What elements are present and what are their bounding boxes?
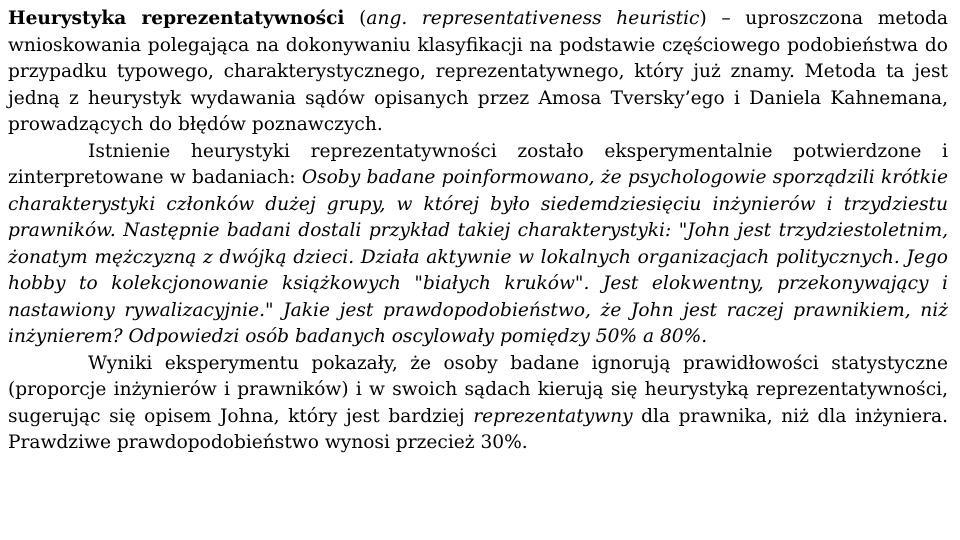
definition-text: ) – uproszczona metoda wnioskowania polegająca na dokonywaniu klasyfikacji na podstawie częściowego podobieństwa do przypadku typowego, charakterystycznego, reprezentatywnego, który już znamy. Metoda ta jest jedną z heurystyk wydawania sądów opisanych przez Amosa Tversky’ego i Daniela Kahnemana, prowadzących do błędów poznawczych. — [8, 8, 948, 135]
document-body — [8, 6, 948, 457]
paren-open: ( — [344, 8, 367, 29]
paragraph-definition — [8, 6, 948, 139]
paragraph-results — [8, 351, 948, 457]
experiment-intro: Istnienie heurystyki reprezentatywności zostało eksperymentalnie potwierdzone i zinterpretowane w badaniach: — [8, 140, 948, 188]
term-heading: Heurystyka reprezentatywności — [8, 8, 345, 29]
experiment-description: Osoby badane poinformowano, że psychologowie sporządzili krótkie charakterystyki członków dużej grupy, w której było siedemdziesięciu inżynierów i trzydziestu prawników. Następnie badani dostali przykład takiej charakterystyki: "John jest trzydziestoletnim, żonatym mężczyzną z dwójką dzieci. Działa aktywnie w lokalnych organizacjach politycznych. Jego hobby to kolekcjonowanie książkowych "białych kruków". Jest elokwentny, przekonywający i nastawiony rywalizacyjnie." Jakie jest prawdopodobieństwo, że John jest raczej prawnikiem, niż inżynierem? Odpowiedzi osób badanych oscylowały pomiędzy 50% a 80%. — [8, 167, 948, 347]
results-text-after: dla prawnika, niż dla inżyniera. Prawdziwe prawdopodobieństwo wynosi przecież 30%. — [8, 405, 948, 453]
results-emphasis: reprezentatywny — [473, 405, 633, 427]
english-term: ang. representativeness heuristic — [366, 8, 700, 29]
results-text-before: Wyniki eksperymentu pokazały, że osoby badane ignorują prawidłowości statystyczne (proporcje inżynierów i prawników) i w swoich sądach kierują się heurystyką reprezentatywności, sugerując się opisem Johna, który jest bardziej — [8, 352, 948, 427]
paragraph-experiment — [8, 139, 948, 351]
